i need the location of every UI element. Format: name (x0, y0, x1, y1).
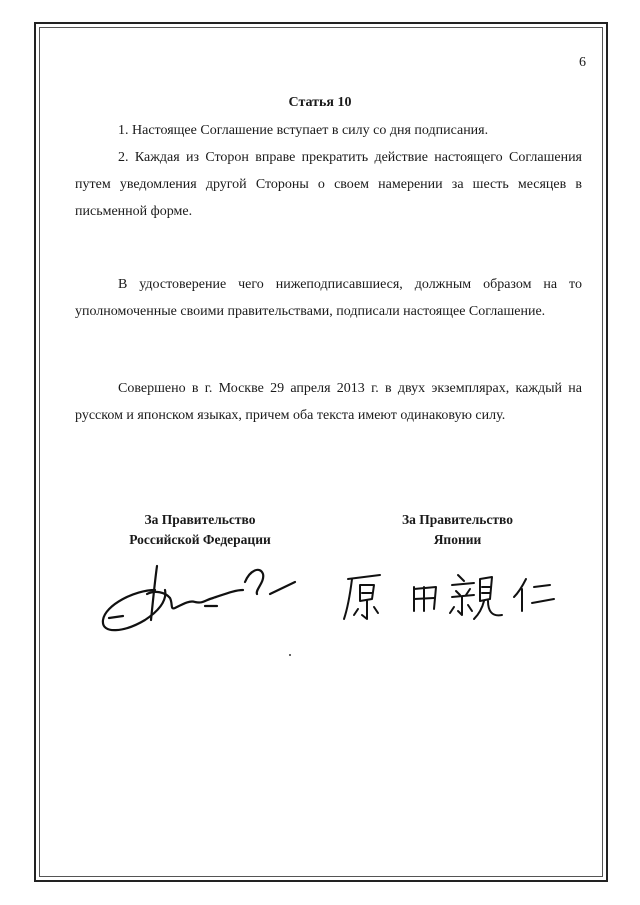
article-paragraph-1: 1. Настоящее Соглашение вступает в силу со дня подписания. (118, 123, 489, 138)
signature-japan-line-2: Японии (433, 532, 482, 547)
handwritten-signature-russia (95, 560, 310, 640)
signature-russia-line-2: Российской Федерации (129, 532, 271, 547)
signature-russia-line-1: За Правительство (144, 512, 256, 527)
page-number: 6 (579, 55, 586, 70)
done-paragraph: Совершено в г. Москве 29 апреля 2013 г. в двух экземплярах, каждый на русском и японском языках, причем оба текста имеют одинаковую силу. (75, 381, 582, 423)
signature-japan-line-1: За Правительство (402, 512, 513, 527)
article-title: Статья 10 (288, 95, 352, 110)
witness-paragraph: В удостоверение чего нижеподписавшиеся, должным образом на то уполномоченные своими правительствами, подписали настоящее Соглашение. (75, 277, 582, 319)
article-paragraph-2: 2. Каждая из Сторон вправе прекратить действие настоящего Соглашения путем уведомления другой Стороны о своем намерении за шесть месяцев в письменной форме. (75, 150, 582, 219)
signature-block-russia (110, 510, 290, 550)
ink-speck (289, 654, 291, 656)
signature-block-japan (370, 510, 545, 550)
handwritten-signature-japan (340, 565, 570, 625)
